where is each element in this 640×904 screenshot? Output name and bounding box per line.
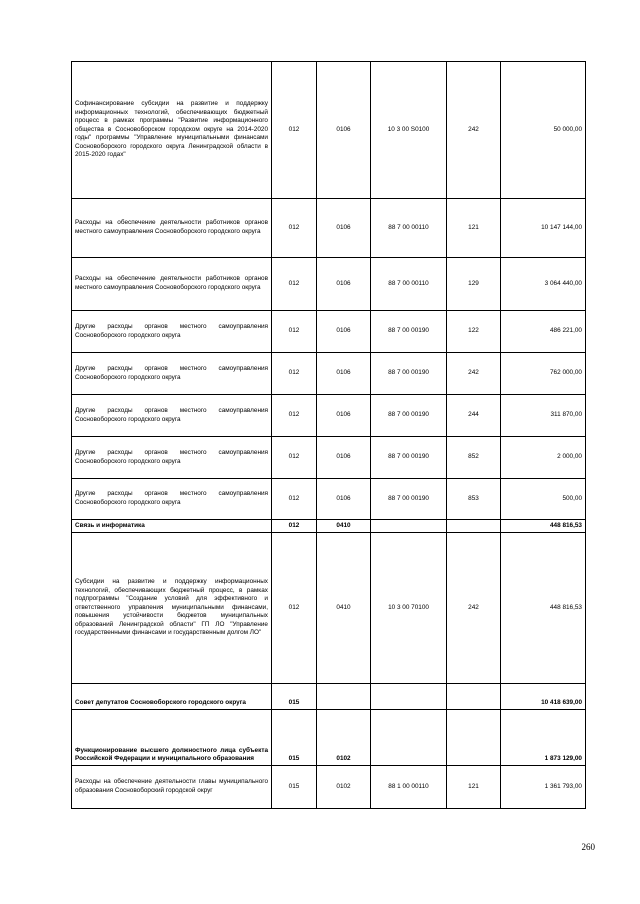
row-ved: 012 bbox=[272, 395, 317, 437]
row-sum: 10 418 639,00 bbox=[501, 684, 586, 710]
page-number: 260 bbox=[581, 842, 595, 852]
row-ved: 012 bbox=[272, 62, 317, 199]
row-vr: 122 bbox=[447, 311, 501, 353]
row-csr: 88 7 00 00190 bbox=[371, 353, 447, 395]
row-vr: 129 bbox=[447, 258, 501, 311]
row-rzpr: 0106 bbox=[317, 437, 371, 479]
row-csr: 88 7 00 00190 bbox=[371, 311, 447, 353]
row-sum: 10 147 144,00 bbox=[501, 199, 586, 258]
row-name: Другие расходы органов местного самоуправления Сосновоборского городского округа bbox=[72, 395, 272, 437]
row-vr: 242 bbox=[447, 62, 501, 199]
row-ved: 015 bbox=[272, 766, 317, 809]
table-row bbox=[72, 353, 586, 395]
row-vr: 121 bbox=[447, 766, 501, 809]
row-name: Совет депутатов Сосновоборского городского округа bbox=[72, 684, 272, 710]
row-ved: 012 bbox=[272, 437, 317, 479]
row-name: Другие расходы органов местного самоуправления Сосновоборского городского округа bbox=[72, 311, 272, 353]
row-rzpr: 0106 bbox=[317, 395, 371, 437]
row-rzpr: 0106 bbox=[317, 199, 371, 258]
row-name: Расходы на обеспечение деятельности работников органов местного самоуправления Сосновоборского городского округа bbox=[72, 258, 272, 311]
row-ved: 012 bbox=[272, 479, 317, 520]
row-csr bbox=[371, 710, 447, 766]
table-row bbox=[72, 520, 586, 533]
table-row bbox=[72, 437, 586, 479]
row-vr bbox=[447, 684, 501, 710]
row-rzpr: 0102 bbox=[317, 710, 371, 766]
row-sum: 1 361 793,00 bbox=[501, 766, 586, 809]
row-csr bbox=[371, 520, 447, 533]
row-rzpr: 0106 bbox=[317, 353, 371, 395]
row-sum: 50 000,00 bbox=[501, 62, 586, 199]
row-name: Субсидии на развитие и поддержку информационных технологий, обеспечивающих бюджетный процесс, в рамках подпрограммы "Создание условий для эффективного и ответственного управления муниципальными финансами, повышения устойчивости бюджетов муниципальных образований Ленинградской области" ГП ЛО "Управление государственными финансами и государственным долгом ЛО" bbox=[72, 533, 272, 684]
row-vr bbox=[447, 710, 501, 766]
row-name: Функционирование высшего должностного лица субъекта Российской Федерации и муниципального образования bbox=[72, 710, 272, 766]
table-row bbox=[72, 479, 586, 520]
row-rzpr: 0410 bbox=[317, 533, 371, 684]
row-sum: 448 816,53 bbox=[501, 520, 586, 533]
row-csr: 88 1 00 00110 bbox=[371, 766, 447, 809]
row-ved: 012 bbox=[272, 533, 317, 684]
row-rzpr bbox=[317, 684, 371, 710]
row-sum: 2 000,00 bbox=[501, 437, 586, 479]
row-rzpr: 0106 bbox=[317, 62, 371, 199]
row-sum: 448 816,53 bbox=[501, 533, 586, 684]
table-row bbox=[72, 533, 586, 684]
row-sum: 311 870,00 bbox=[501, 395, 586, 437]
row-csr: 10 3 00 S0100 bbox=[371, 62, 447, 199]
row-csr bbox=[371, 684, 447, 710]
row-ved: 012 bbox=[272, 520, 317, 533]
row-ved: 015 bbox=[272, 684, 317, 710]
row-csr: 88 7 00 00190 bbox=[371, 437, 447, 479]
table-row bbox=[72, 258, 586, 311]
row-vr: 852 bbox=[447, 437, 501, 479]
row-name: Другие расходы органов местного самоуправления Сосновоборского городского округа bbox=[72, 353, 272, 395]
row-sum: 1 873 129,00 bbox=[501, 710, 586, 766]
row-vr bbox=[447, 520, 501, 533]
table-row bbox=[72, 766, 586, 809]
row-ved: 012 bbox=[272, 258, 317, 311]
row-rzpr: 0106 bbox=[317, 311, 371, 353]
row-csr: 88 7 00 00110 bbox=[371, 199, 447, 258]
row-name: Связь и информатика bbox=[72, 520, 272, 533]
row-ved: 012 bbox=[272, 311, 317, 353]
row-ved: 012 bbox=[272, 199, 317, 258]
row-ved: 012 bbox=[272, 353, 317, 395]
row-sum: 500,00 bbox=[501, 479, 586, 520]
table-row bbox=[72, 62, 586, 199]
row-vr: 121 bbox=[447, 199, 501, 258]
row-rzpr: 0102 bbox=[317, 766, 371, 809]
row-sum: 486 221,00 bbox=[501, 311, 586, 353]
row-csr: 88 7 00 00110 bbox=[371, 258, 447, 311]
row-csr: 88 7 00 00190 bbox=[371, 479, 447, 520]
row-rzpr: 0410 bbox=[317, 520, 371, 533]
row-sum: 3 064 440,00 bbox=[501, 258, 586, 311]
row-csr: 88 7 00 00190 bbox=[371, 395, 447, 437]
row-name: Расходы на обеспечение деятельности работников органов местного самоуправления Сосновоборского городского округа bbox=[72, 199, 272, 258]
row-name: Другие расходы органов местного самоуправления Сосновоборского городского округа bbox=[72, 437, 272, 479]
row-name: Расходы на обеспечение деятельности главы муниципального образования Сосновоборский городской округ bbox=[72, 766, 272, 809]
table-row bbox=[72, 710, 586, 766]
row-name: Другие расходы органов местного самоуправления Сосновоборского городского округа bbox=[72, 479, 272, 520]
row-vr: 853 bbox=[447, 479, 501, 520]
budget-table bbox=[71, 61, 586, 809]
row-rzpr: 0106 bbox=[317, 479, 371, 520]
row-name: Софинансирование субсидии на развитие и поддержку информационных технологий, обеспечивающих бюджетный процесс в рамках программы "Развитие информационного общества в Сосновоборском городском округе на 2014-2020 годы" программы "Управление муниципальными финансами Сосновоборского городского округа Ленинградской области в 2015-2020 годах" bbox=[72, 62, 272, 199]
row-vr: 242 bbox=[447, 533, 501, 684]
row-rzpr: 0106 bbox=[317, 258, 371, 311]
row-csr: 10 3 00 70100 bbox=[371, 533, 447, 684]
row-vr: 242 bbox=[447, 353, 501, 395]
row-vr: 244 bbox=[447, 395, 501, 437]
row-ved: 015 bbox=[272, 710, 317, 766]
table-row bbox=[72, 311, 586, 353]
table-row bbox=[72, 199, 586, 258]
table-row bbox=[72, 684, 586, 710]
table-row bbox=[72, 395, 586, 437]
row-sum: 762 000,00 bbox=[501, 353, 586, 395]
